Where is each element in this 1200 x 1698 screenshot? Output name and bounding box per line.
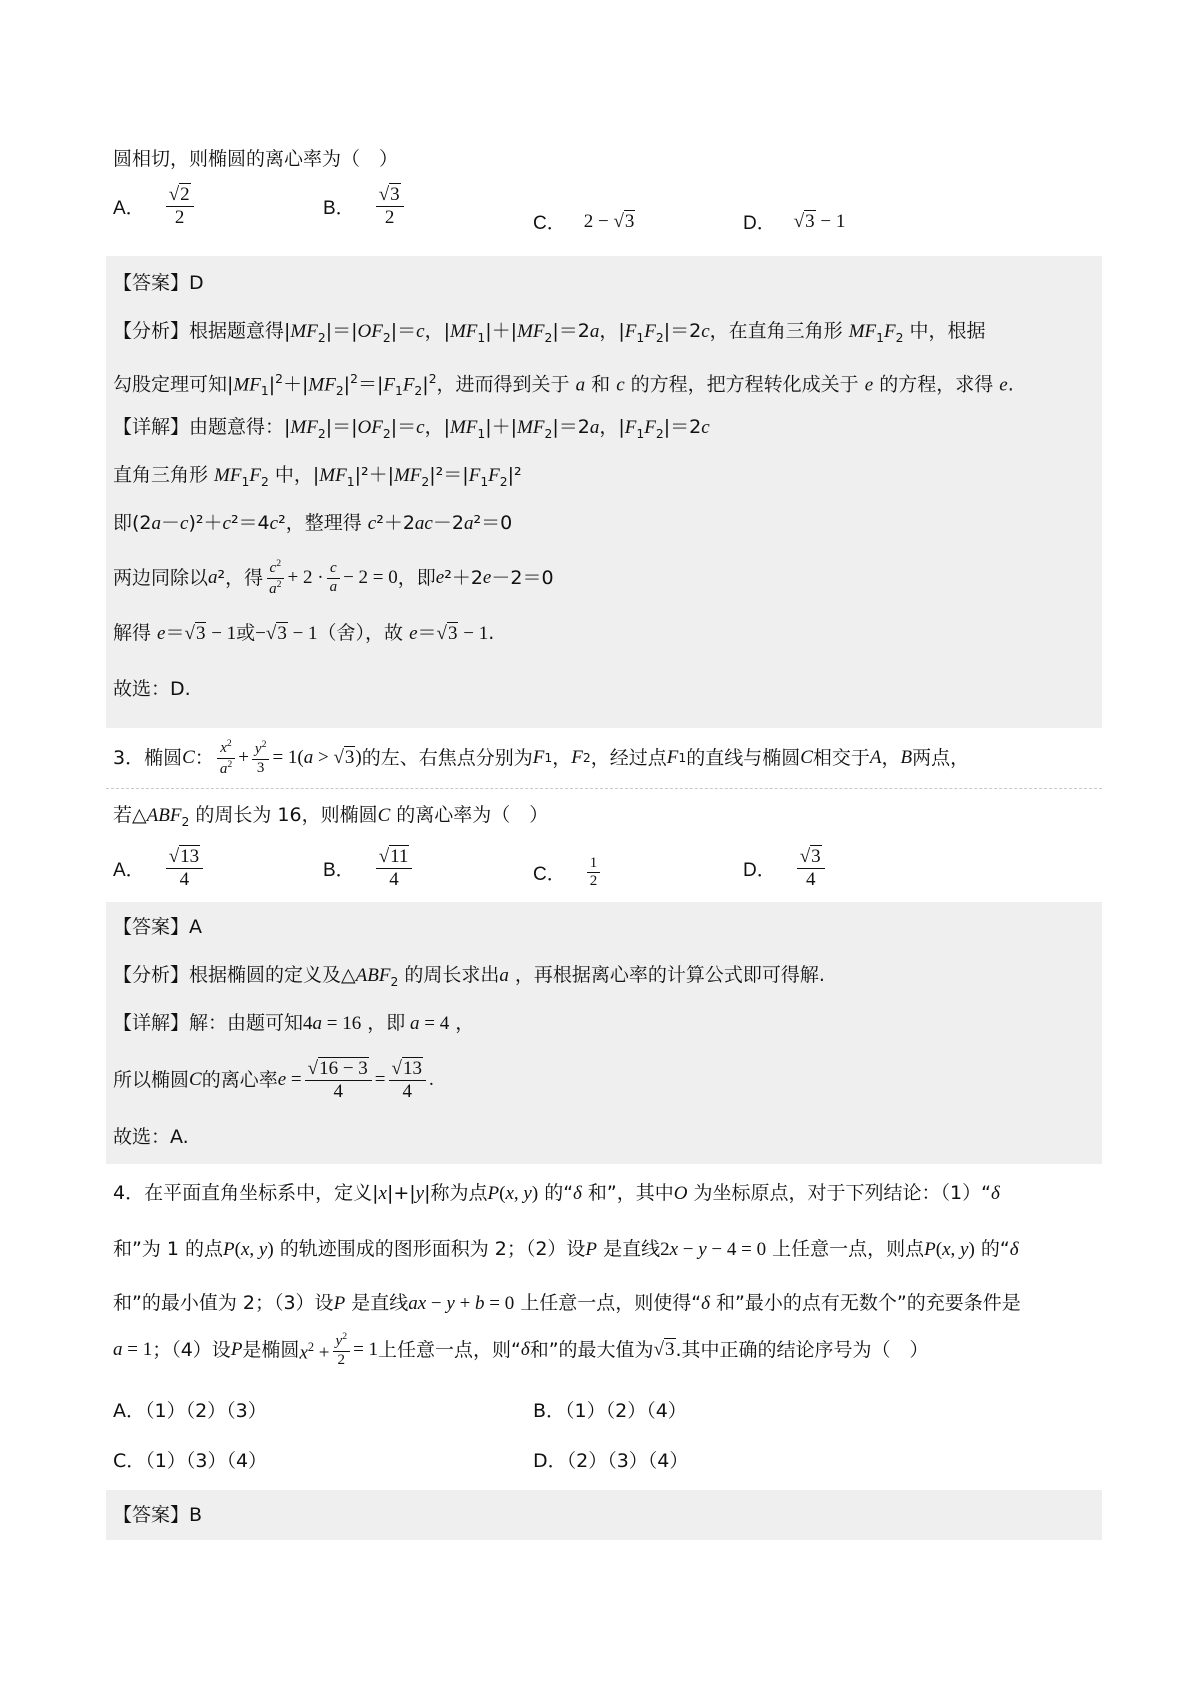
q2-detail-line-1: 【详解】由题意得：$|MF_2|=|OF_2|=c$，$|MF_1|+|MF_2|=2a$，$|F_1F_2|=2c$ <box>113 416 710 441</box>
q3-option-a: A． $\frac{√13}{4}$ <box>113 846 206 891</box>
q3-stem-line-1: 3． 椭圆 C ： $\frac{x^2}{a^2}$ + $\frac{y^2}{3}$ = 1(a > √3) 的左、右焦点分别为 F 1 ， F 2 ，经过点 F 1 的直线与椭圆 C 相交于 A ， B 两点， <box>113 738 970 777</box>
q3-option-b: B． $\frac{√11}{4}$ <box>323 846 415 891</box>
q4-option-d: D．（2）（3）（4） <box>533 1450 689 1472</box>
q2-detail-line-3: 即(2a－c)²＋c²＝4c²，整理得 c²＋2ac－2a²＝0 <box>113 512 513 534</box>
q4-answer: 【答案】B <box>113 1504 203 1526</box>
q2-option-a: A． $\frac{√2}{2}$ <box>113 184 197 229</box>
q4-option-a: A．（1）（2）（3） <box>113 1400 267 1422</box>
q2-detail-line-5: 解得 e＝√3 − 1或−√3 − 1（舍），故 e＝√3 − 1. <box>113 622 495 644</box>
q2-option-c: C． 2 − √3 <box>533 210 635 234</box>
q3-divider <box>106 788 1102 789</box>
q4-solution-box <box>106 1490 1102 1540</box>
q2-analysis-line-2: 勾股定理可知$|MF_1|^2+|MF_2|^2=|F_1F_2|^2$，进而得到关于 a 和 c 的方程，把方程转化成关于 e 的方程，求得 e. <box>113 372 1014 399</box>
q2-detail-line-2: 直角三角形 $MF_1F_2$ 中，$|MF_1|^2+|MF_2|^2=|F_1F_2|^2$ <box>113 464 522 489</box>
q2-analysis-line-1: 【分析】根据题意得$|MF_2|=|OF_2|=c$，$|MF_1|+|MF_2|=2a$，$|F_1F_2|=2c$，在直角三角形 $MF_1F_2$ 中，根据 <box>113 320 986 345</box>
q3-analysis: 【分析】根据椭圆的定义及$\triangle ABF_2$ 的周长求出a ，再根据离心率的计算公式即可得解. <box>113 964 825 989</box>
q2-solution-box <box>106 256 1102 728</box>
q2-conclusion: 故选：D. <box>113 678 191 700</box>
q4-option-c: C．（1）（3）（4） <box>113 1450 268 1472</box>
q2-option-d: D． √3 − 1 <box>743 210 846 234</box>
q4-stem-line-3: 和”的最小值为 2；（3）设P 是直线ax − y + b = 0 上任意一点，则使得“δ 和”最小的点有无数个”的充要条件是 <box>113 1292 1021 1314</box>
q3-detail-line-1: 【详解】解：由题可知4a = 16 ，即 a = 4 ， <box>113 1012 475 1034</box>
q3-stem-line-2: 若$\triangle ABF_2$ 的周长为 16，则椭圆C 的离心率为（ ） <box>113 804 549 829</box>
q3-detail-line-2: 所以椭圆 C 的离心率 e = $\frac{√16 - 3}{4}$ = $\frac{√13}{4}$ . <box>113 1057 434 1102</box>
q3-option-c: C． $\frac{1}{2}$ <box>533 855 603 891</box>
q4-option-b: B．（1）（2）（4） <box>533 1400 687 1422</box>
q3-solution-box <box>106 902 1102 1164</box>
q4-stem-line-4: a = 1 ；（4）设 P 是椭圆 $x^2$ + $\frac{y^2}{2}$ = 1 上任意一点，则“ δ 和”的最大值为 √3 .其中正确的结论序号为（ ） <box>113 1331 929 1368</box>
q2-stem-tail: 圆相切，则椭圆的离心率为（ ） <box>113 148 399 170</box>
q4-stem-line-2: 和”为 1 的点P(x, y) 的轨迹围成的图形面积为 2；（2）设P 是直线2x − y − 4 = 0 上任意一点，则点P(x, y) 的“δ <box>113 1238 1019 1260</box>
q2-answer: 【答案】D <box>113 272 204 294</box>
q3-answer: 【答案】A <box>113 916 202 938</box>
q4-stem-line-1: 4．在平面直角坐标系中，定义|x|+|y|称为点P(x, y) 的“δ 和”，其中O 为坐标原点，对于下列结论：（1）“δ <box>113 1182 1000 1204</box>
q3-conclusion: 故选：A. <box>113 1126 189 1148</box>
q3-option-d: D． $\frac{√3}{4}$ <box>743 846 828 891</box>
q2-detail-line-4: 两边同除以 a ²，得 $\frac{c^2}{a^2}$ + 2 · $\frac{c}{a}$ − 2 = 0 ，即 e ²＋2 e －2＝0 <box>113 558 554 597</box>
q2-option-b: B． $\frac{√3}{2}$ <box>323 184 407 229</box>
